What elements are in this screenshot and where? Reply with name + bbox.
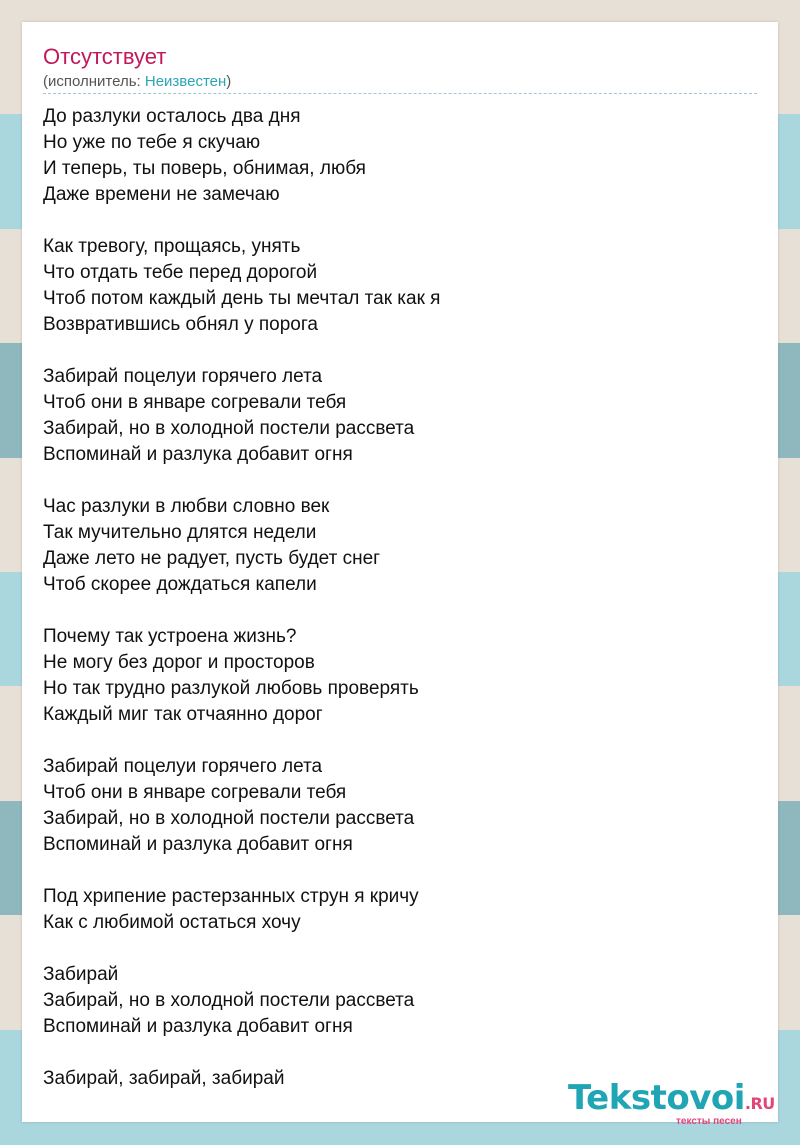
logo-tagline: тексты песен bbox=[676, 1116, 742, 1127]
lyric-line: Чтоб потом каждый день ты мечтал так как я bbox=[43, 288, 441, 309]
lyric-line: Так мучительно длятся недели bbox=[43, 522, 317, 543]
artist-line bbox=[43, 73, 231, 90]
stanza-gap bbox=[43, 1040, 743, 1066]
lyric-line: Забирай поцелуи горячего лета bbox=[43, 756, 323, 777]
stanza-gap bbox=[43, 468, 743, 494]
lyric-line: Забирай, забирай, забирай bbox=[43, 1068, 285, 1089]
lyric-line: Как с любимой остаться хочу bbox=[43, 912, 301, 933]
stanza-gap bbox=[43, 858, 743, 884]
lyric-line: Возвратившись обнял у порога bbox=[43, 314, 318, 335]
lyric-line: Забирай, но в холодной постели рассвета bbox=[43, 990, 415, 1011]
lyric-line: Но уже по тебе я скучаю bbox=[43, 132, 261, 153]
lyric-line: Каждый миг так отчаянно дорог bbox=[43, 704, 323, 725]
lyric-line: Под хрипение растерзанных струн я кричу bbox=[43, 886, 419, 907]
lyric-line: До разлуки осталось два дня bbox=[43, 106, 301, 127]
logo-tld: .RU bbox=[744, 1094, 775, 1113]
lyric-line: Чтоб они в январе согревали тебя bbox=[43, 392, 347, 413]
stanza-gap bbox=[43, 728, 743, 754]
artist-suffix: ) bbox=[226, 73, 232, 90]
stanza-gap bbox=[43, 208, 743, 234]
lyric-line: Чтоб они в январе согревали тебя bbox=[43, 782, 347, 803]
site-logo[interactable] bbox=[568, 1078, 775, 1118]
lyric-line: Как тревогу, прощаясь, унять bbox=[43, 236, 301, 257]
lyrics-body bbox=[43, 104, 743, 1092]
artist-prefix: (исполнитель: bbox=[43, 73, 145, 90]
stanza-gap bbox=[43, 338, 743, 364]
artist-name-link[interactable]: Неизвестен bbox=[144, 73, 227, 90]
lyric-line: Даже лето не радует, пусть будет снег bbox=[43, 548, 381, 569]
lyric-line: И теперь, ты поверь, обнимая, любя bbox=[43, 158, 366, 179]
song-title: Отсутствует bbox=[43, 44, 167, 69]
divider bbox=[43, 93, 757, 94]
lyric-line: Чтоб скорее дождаться капели bbox=[43, 574, 317, 595]
lyric-line: Вспоминай и разлука добавит огня bbox=[43, 444, 353, 465]
lyric-line: Час разлуки в любви словно век bbox=[43, 496, 330, 517]
stanza-gap bbox=[43, 598, 743, 624]
lyric-line: Забирай, но в холодной постели рассвета bbox=[43, 418, 415, 439]
lyric-line: Не могу без дорог и просторов bbox=[43, 652, 315, 673]
logo-text: Tekstovoi bbox=[568, 1078, 745, 1118]
lyric-line: Но так трудно разлукой любовь проверять bbox=[43, 678, 419, 699]
lyric-line: Даже времени не замечаю bbox=[43, 184, 280, 205]
lyric-line: Почему так устроена жизнь? bbox=[43, 626, 297, 647]
lyric-line: Что отдать тебе перед дорогой bbox=[43, 262, 318, 283]
lyric-line: Забирай поцелуи горячего лета bbox=[43, 366, 323, 387]
lyric-line: Вспоминай и разлука добавит огня bbox=[43, 834, 353, 855]
lyric-line: Забирай bbox=[43, 964, 119, 985]
stanza-gap bbox=[43, 936, 743, 962]
lyric-line: Забирай, но в холодной постели рассвета bbox=[43, 808, 415, 829]
lyric-line: Вспоминай и разлука добавит огня bbox=[43, 1016, 353, 1037]
